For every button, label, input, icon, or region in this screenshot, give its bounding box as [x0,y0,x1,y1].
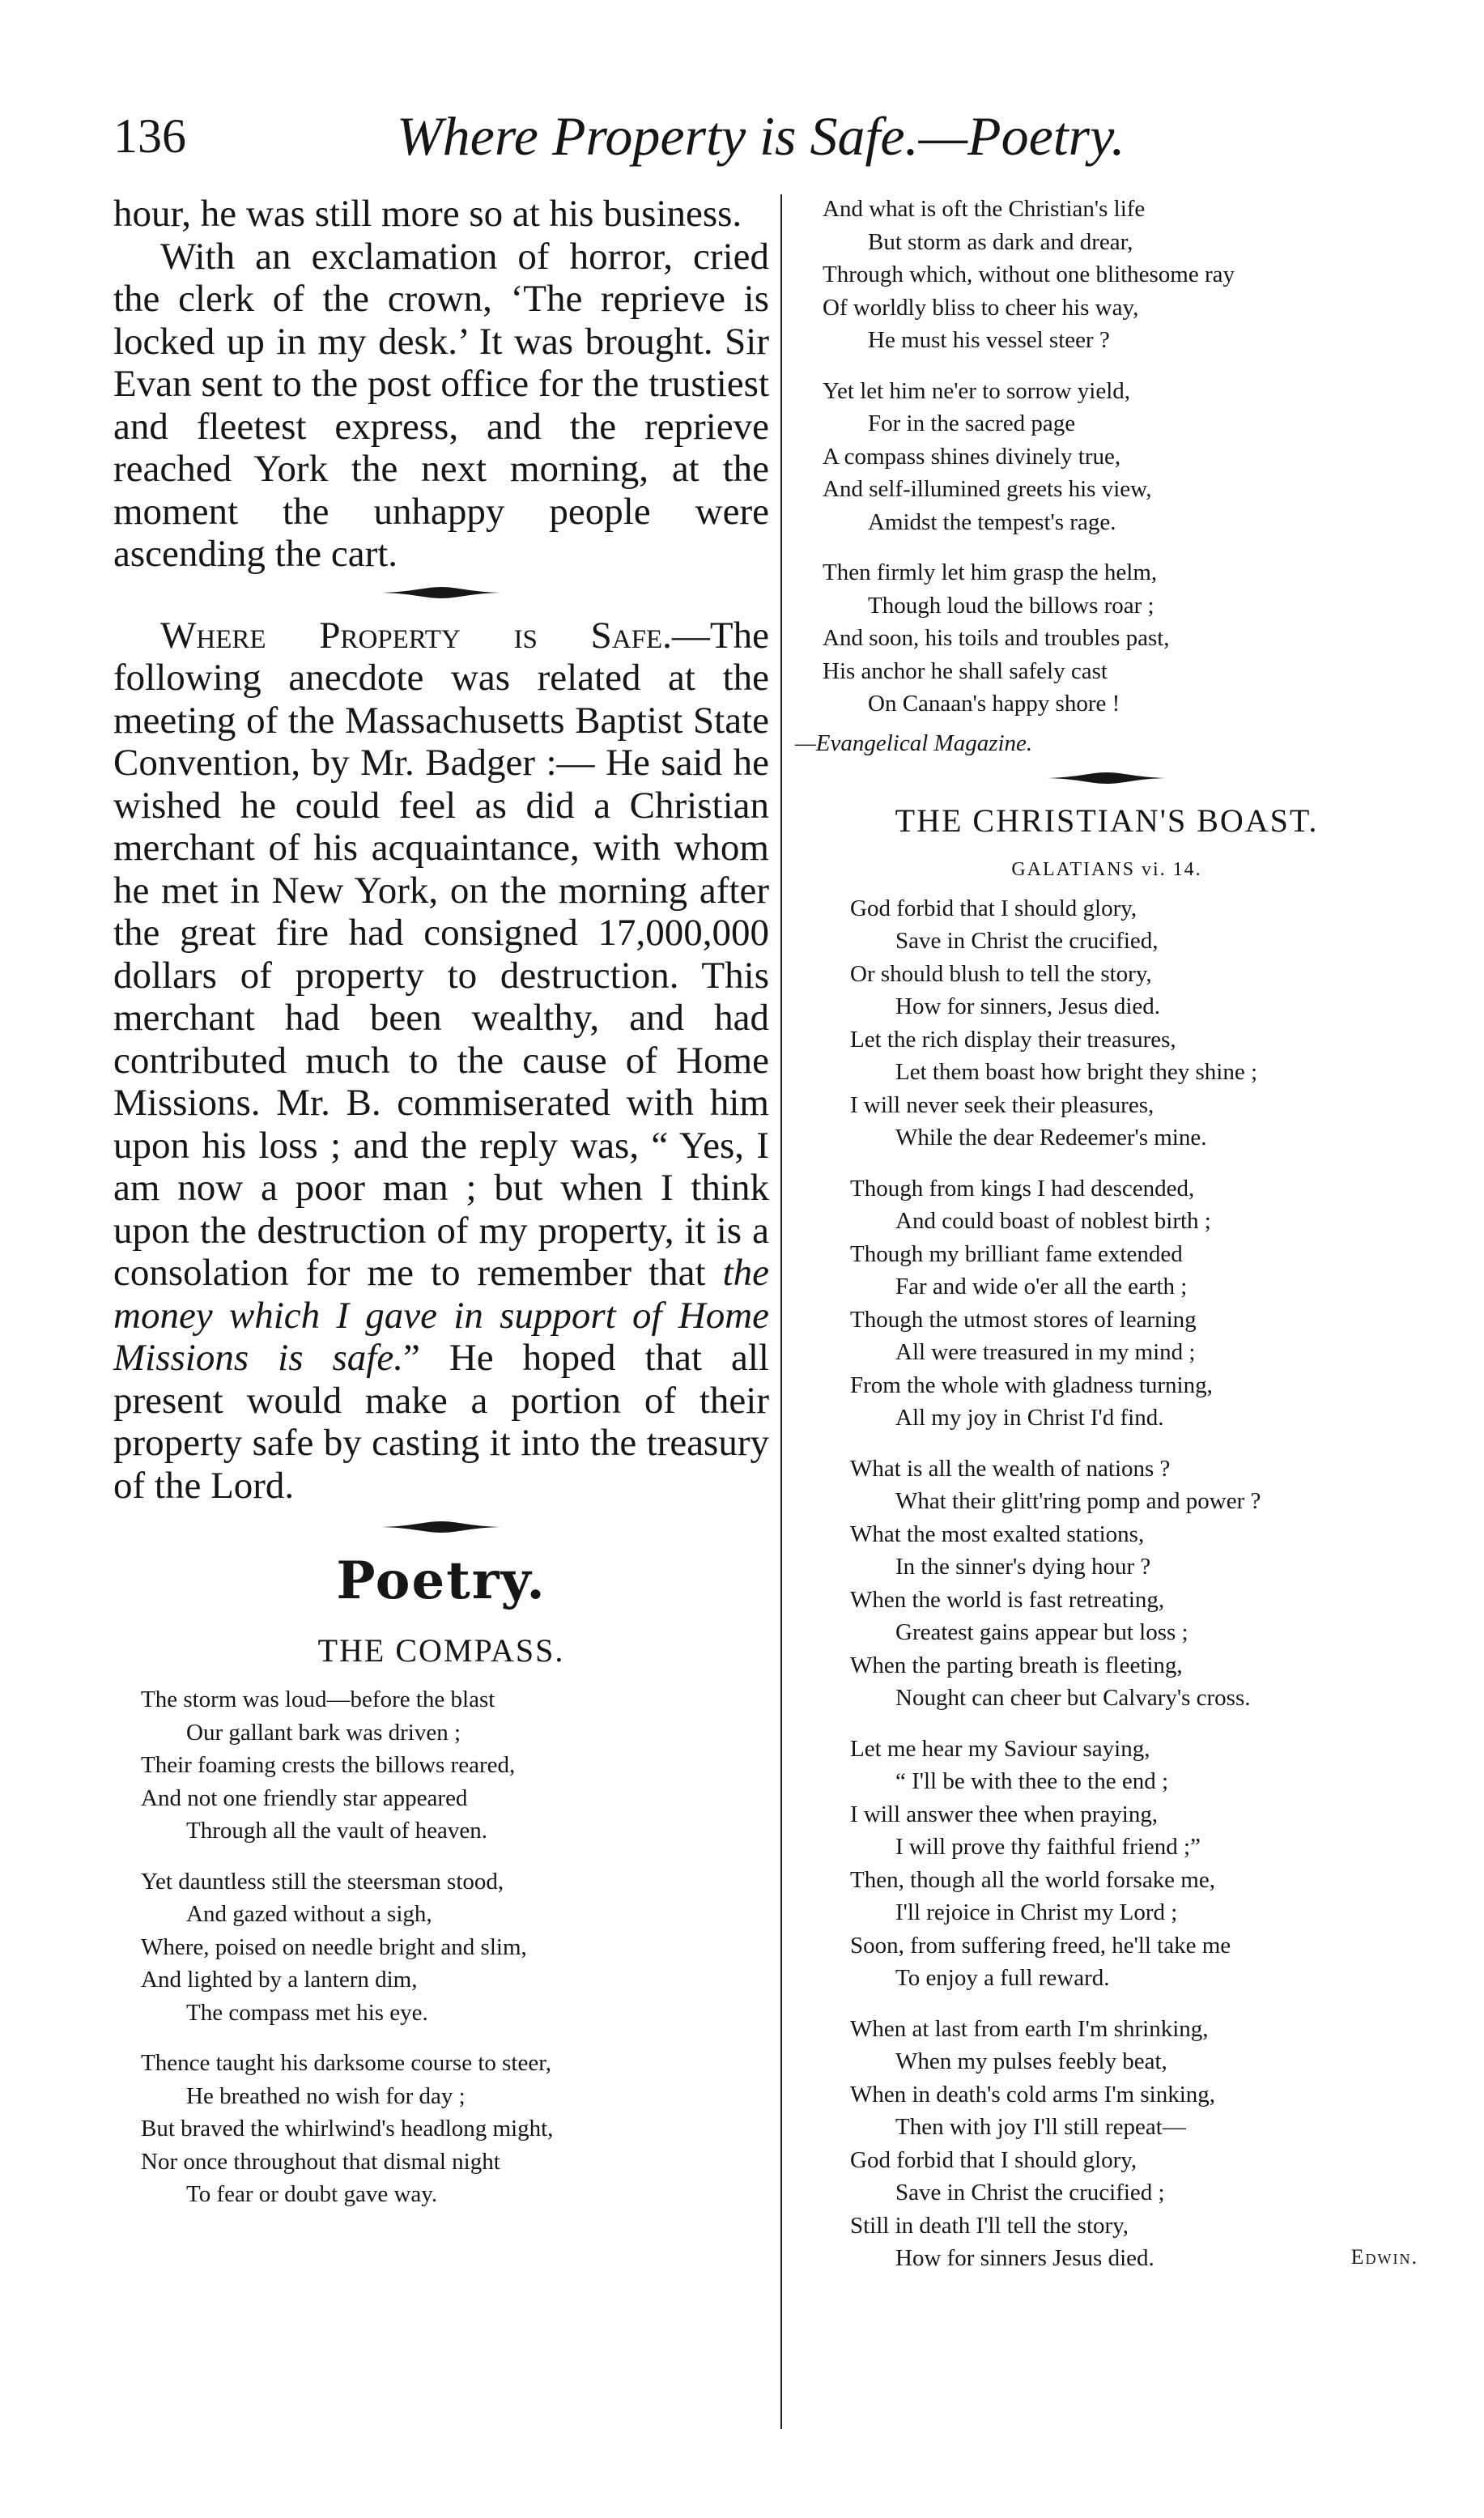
verse-row [850,1485,1418,1518]
verse-line: What the most exalted stations, [850,1521,1145,1547]
verse-row [850,1336,1418,1369]
verse-row [850,2176,1418,2210]
verse-line: On Canaan's happy shore ! [868,691,1120,717]
verse-line: But braved the whirlwind's headlong might, [141,2116,554,2142]
poem-title-compass: THE COMPASS. [317,1632,565,1669]
verse-row [850,1401,1418,1435]
verse-row [850,1733,1418,1766]
verse-line: When my pulses feebly beat, [895,2048,1167,2074]
page-number: 136 [113,109,186,163]
verse-row [850,1270,1418,1304]
stanza [795,556,1418,721]
poem-compass-continued [795,193,1418,721]
verse-row [141,1898,769,1931]
ornament-divider [1046,769,1167,787]
verse-row [850,1896,1418,1929]
verse-row [850,2045,1418,2078]
verse-row [823,193,1418,226]
verse-line: To enjoy a full reward. [895,1965,1110,1991]
verse-row [850,1798,1418,1831]
verse-line: And could boast of noblest birth ; [895,1208,1211,1234]
poem-subtitle-boast: GALATIANS vi. 14. [1011,858,1202,880]
poem-title-boast: THE CHRISTIAN'S BOAST. [895,802,1319,839]
verse-line: For in the sacred page [868,410,1076,436]
verse-row [850,1518,1418,1551]
verse-row [850,990,1418,1023]
left-column [113,193,769,2229]
verse-line: Far and wide o'er all the earth ; [895,1274,1188,1299]
ornament-divider [381,1518,502,1536]
verse-line: All were treasured in my mind ; [895,1339,1196,1365]
verse-line: The compass met his eye. [186,1999,428,2026]
verse-row [141,1782,769,1815]
verse-row [141,1716,769,1750]
verse-line: “ I'll be with thee to the end ; [895,1768,1169,1794]
verse-row [141,1931,769,1964]
verse-row [850,958,1418,991]
verse-row [850,2210,1418,2243]
anecdote-heading: Where Property is Safe. [160,614,672,657]
verse-row [850,892,1418,925]
verse-row [850,925,1418,958]
verse-row [850,1962,1418,1995]
anecdote-text-before: —The following anecdote was related at the meeting of the Massachusetts Baptist State Convention, by Mr. Badger :— He said he wished he could feel as did a Christian merchant of his acquaintance, with whom he met in New York, on the morning after the great fire had consigned 17,000,000 dollars of property to destruction. This merchant had been wealthy, and had contributed much to the cause of Home Missions. Mr. B. commiserated with him upon his loss ; and the reply was, “ Yes, I am now a poor man ; but when I think upon the destruction of my property, it is a consolation for me to remember that [113,614,769,1294]
verse-row [141,2047,769,2080]
verse-line: Save in Christ the crucified ; [895,2180,1165,2205]
verse-row [141,2178,769,2211]
verse-line: What is all the wealth of nations ? [850,1455,1171,1482]
verse-line: All my joy in Christ I'd find. [895,1405,1164,1431]
verse-row [850,1172,1418,1206]
verse-line: Where, poised on needle bright and slim, [141,1933,527,1960]
verse-line: And lighted by a lantern dim, [141,1967,418,1993]
anecdote-paragraph [113,615,769,1508]
verse-line: God forbid that I should glory, [850,895,1137,921]
verse-row [141,1963,769,1997]
verse-line: Our gallant bark was driven ; [186,1719,461,1746]
verse-row [823,291,1418,325]
stanza [795,193,1418,357]
verse-row [141,2146,769,2179]
verse-row [850,2242,1418,2275]
verse-line: Or should blush to tell the story, [850,960,1152,987]
verse-line: Greatest gains appear but loss ; [895,1619,1188,1645]
reprieve-paragraph: With an exclamation of horror, cried the clerk of the crown, ‘The reprieve is locked up in my desk.’ It was brought. Sir Evan sent to the post office for the trustiest and fleetest express, and the reprieve reached York the next morning, at the moment the unhappy people were ascending the cart. [113,235,769,575]
verse-row [823,324,1418,357]
poem-compass [113,1683,769,2211]
verse-line: And gazed without a sigh, [186,1901,432,1927]
verse-line: What their glitt'ring pomp and power ? [895,1488,1261,1514]
running-title: Where Property is Safe.—Poetry. [397,105,1125,167]
stanza [113,1865,769,2030]
verse-row [141,1865,769,1899]
poem-attribution: —Evangelical Magazine. [795,729,1033,756]
verse-line: But storm as dark and drear, [868,228,1133,255]
stanza [795,1733,1418,1995]
stanza [795,1172,1418,1435]
verse-row [850,1089,1418,1122]
verse-line: How for sinners, Jesus died. [895,993,1161,1019]
verse-line: Then firmly let him grasp the helm, [823,559,1158,585]
right-column [795,193,1418,2293]
verse-line: I'll rejoice in Christ my Lord ; [895,1899,1178,1925]
verse-row [850,1023,1418,1057]
verse-line: Then with joy I'll still repeat— [895,2114,1186,2140]
verse-line: I will prove thy faithful friend ;” [895,1834,1201,1860]
verse-row [850,1238,1418,1271]
verse-row [141,1683,769,1716]
verse-line: God forbid that I should glory, [850,2146,1137,2173]
verse-line: I will answer thee when praying, [850,1801,1159,1827]
verse-line: Through which, without one blithesome ray [823,262,1235,287]
verse-row [823,687,1418,721]
verse-row [823,655,1418,688]
verse-line: He breathed no wish for day ; [186,2082,466,2109]
verse-row [823,622,1418,655]
verse-row [850,2111,1418,2144]
verse-row [141,1749,769,1782]
verse-line: To fear or doubt gave way. [186,2181,438,2207]
verse-line: When the parting breath is fleeting, [850,1652,1183,1678]
verse-line: When at last from earth I'm shrinking, [850,2015,1209,2042]
verse-line: Though the utmost stores of learning [850,1306,1197,1333]
poem-christians-boast [795,892,1418,2275]
verse-line: A compass shines divinely true, [823,443,1121,470]
verse-line: Amidst the tempest's rage. [868,508,1116,535]
verse-row [850,1765,1418,1798]
verse-line: And what is oft the Christian's life [823,196,1146,222]
verse-row [850,1304,1418,1337]
anecdote-text-italic: the money which I gave in support of Home Missions is safe. [113,1252,769,1379]
ornament-divider [381,584,502,602]
verse-line: Let me hear my Saviour saying, [850,1735,1150,1762]
article-continuation [113,193,769,576]
verse-row [850,1649,1418,1682]
stanza [795,1453,1418,1715]
verse-row [850,1205,1418,1238]
verse-line: When in death's cold arms I'm sinking, [850,2081,1216,2108]
verse-line: Nor once throughout that dismal night [141,2148,500,2175]
verse-row [850,1584,1418,1617]
verse-row [850,1864,1418,1897]
running-header [113,104,1417,168]
verse-line: Then, though all the world forsake me, [850,1866,1215,1893]
verse-row [141,2080,769,2113]
verse-row [850,1616,1418,1649]
verse-row [850,1682,1418,1715]
verse-row [141,1814,769,1848]
verse-row [823,226,1418,259]
verse-row [850,1121,1418,1155]
verse-line: Though loud the billows roar ; [868,592,1154,619]
verse-line: Thence taught his darksome course to steer, [141,2050,551,2076]
verse-row [850,1929,1418,1963]
anecdote-text-after: ” He hoped that all present would make a portion of their property safe by casting it into the treasury of the Lord. [113,1337,769,1507]
verse-line: Through all the vault of heaven. [186,1818,488,1844]
verse-line: Let them boast how bright they shine ; [895,1059,1258,1085]
verse-line: Of worldly bliss to cheer his way, [823,294,1139,321]
verse-row [823,473,1418,506]
verse-row [823,589,1418,623]
verse-row [823,556,1418,589]
verse-line: In the sinner's dying hour ? [895,1554,1151,1580]
verse-row [850,1369,1418,1402]
verse-line: He must his vessel steer ? [868,327,1110,353]
verse-line: While the dear Redeemer's mine. [895,1125,1207,1151]
verse-line: Save in Christ the crucified, [895,928,1159,954]
verse-row [850,1831,1418,1864]
stanza [113,2047,769,2211]
poetry-section-heading: Poetry. [336,1550,546,1611]
verse-row [850,2144,1418,2177]
verse-row [823,440,1418,474]
verse-line: I will never seek their pleasures, [850,1091,1154,1118]
verse-line: Though from kings I had descended, [850,1175,1195,1202]
stanza [795,2013,1418,2275]
verse-row [850,1056,1418,1089]
verse-row [823,258,1418,291]
verse-line: And self-illumined greets his view, [823,476,1152,502]
verse-line: Let the rich display their treasures, [850,1026,1176,1053]
verse-row [823,506,1418,539]
verse-line: Their foaming crests the billows reared, [141,1752,516,1778]
verse-row [823,407,1418,440]
verse-line: Still in death I'll tell the story, [850,2212,1129,2239]
continuation-paragraph: hour, he was still more so at his business. [113,193,742,235]
verse-line: From the whole with gladness turning, [850,1372,1213,1398]
verse-line: When the world is fast retreating, [850,1586,1165,1613]
verse-line: Nought can cheer but Calvary's cross. [895,1685,1251,1711]
verse-row [850,1550,1418,1584]
verse-row [850,2078,1418,2112]
verse-line: Though my brilliant fame extended [850,1240,1183,1267]
verse-row [823,375,1418,408]
verse-line: Yet dauntless still the steersman stood, [141,1868,504,1895]
verse-line: His anchor he shall safely cast [823,657,1108,684]
verse-line: And soon, his toils and troubles past, [823,625,1170,651]
anecdote-article [113,615,769,1508]
column-rule [780,194,782,2429]
stanza [795,375,1418,539]
verse-row [850,1453,1418,1486]
verse-line: The storm was loud—before the blast [141,1686,495,1712]
poem-signature: Edwin. [1350,2245,1418,2269]
verse-row [141,2112,769,2146]
verse-row [141,1997,769,2030]
verse-line: How for sinners Jesus died. [895,2245,1154,2271]
verse-row [850,2013,1418,2046]
verse-line: Yet let him ne'er to sorrow yield, [823,377,1131,404]
verse-line: And not one friendly star appeared [141,1784,468,1811]
stanza [113,1683,769,1848]
stanza [795,892,1418,1155]
verse-line: Soon, from suffering freed, he'll take me [850,1932,1231,1959]
